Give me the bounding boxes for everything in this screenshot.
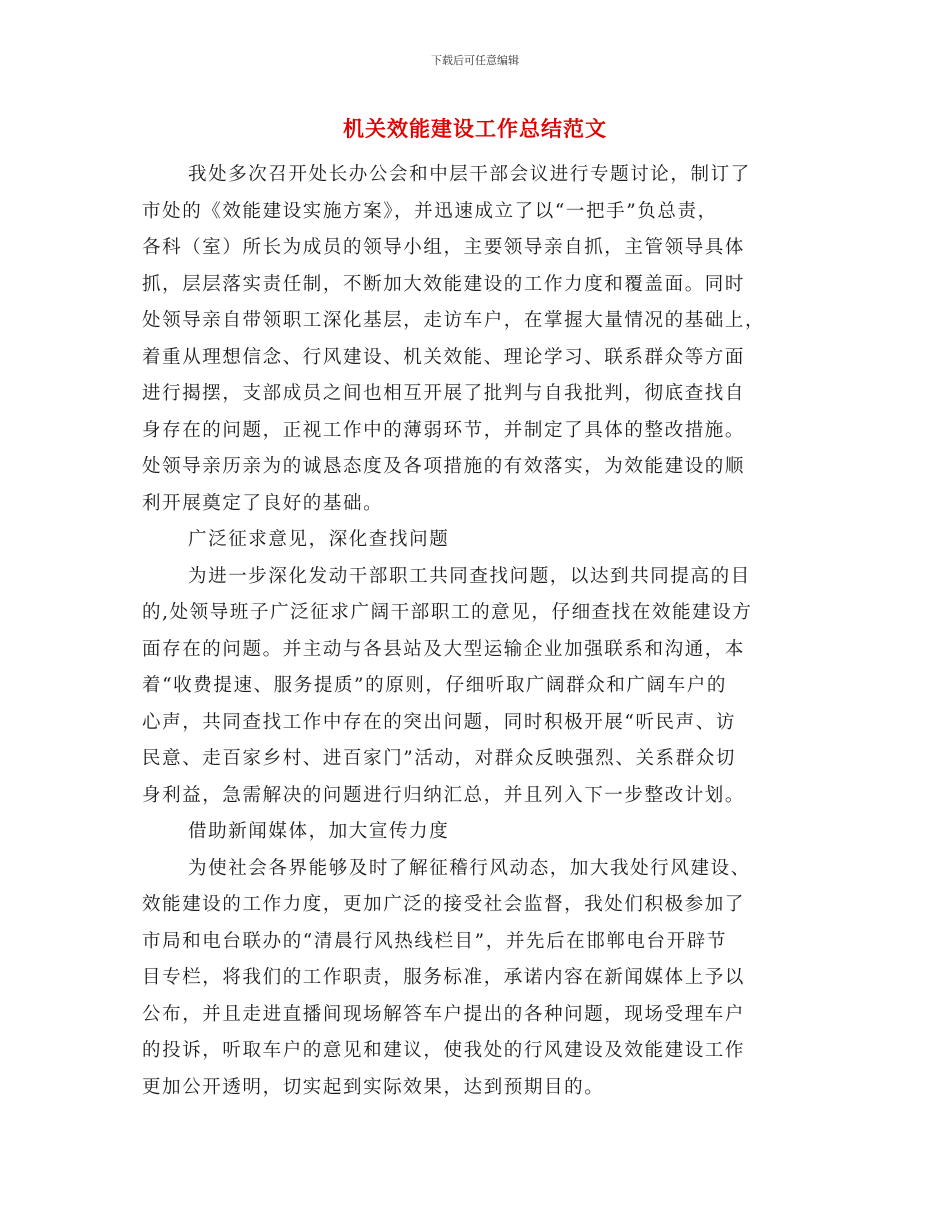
section-heading: 借助新闻媒体，加大宣传力度 (188, 821, 450, 842)
body-line: 处领导亲历亲为的诚恳态度及各项措施的有效落实，为效能建设的顺 (142, 456, 746, 477)
body-line: 民意、走百家乡村、进百家门”活动，对群众反映强烈、关系群众切 (142, 748, 736, 769)
body-line: 着重从理想信念、行风建设、机关效能、理论学习、联系群众等方面 (142, 346, 746, 368)
body-line: 处领导亲自带领职工深化基层，走访车户，在掌握大量情况的基础上， (142, 310, 766, 331)
document-title: 机关效能建设工作总结范文 (343, 117, 607, 141)
body-line: 更加公开透明，切实起到实际效果，达到预期目的。 (142, 1076, 605, 1098)
body-line: 身利益，急需解决的问题进行归纳汇总，并且列入下一步整改计划。 (142, 784, 746, 806)
body-line: 抓，层层落实责任制，不断加大效能建设的工作力度和覆盖面。同时 (142, 273, 746, 295)
body-line: 着“收费提速、服务提质”的原则，仔细听取广阔群众和广阔车户的 (142, 675, 727, 696)
body-line: 公布，并且走进直播间现场解答车户提出的各种问题，现场受理车户 (142, 1003, 746, 1025)
body-line: 效能建设的工作力度，更加广泛的接受社会监督，我处们积极参加了 (142, 894, 746, 915)
body-line: 进行揭摆，支部成员之间也相互开展了批判与自我批判，彻底查找自 (142, 383, 746, 404)
body-line: 为使社会各界能够及时了解征稽行风动态，加大我处行风建设、 (188, 857, 751, 879)
section-heading: 广泛征求意见，深化查找问题 (188, 529, 450, 550)
body-line: 利开展奠定了良好的基础。 (142, 492, 384, 514)
document-body (142, 157, 802, 1106)
page-header-note: 下载后可任意编辑 (431, 54, 519, 67)
body-line: 的投诉，听取车户的意见和建议，使我处的行风建设及效能建设工作 (142, 1040, 746, 1061)
body-line: 心声，共同查找工作中存在的突出问题，同时积极开展“听民声、访 (142, 711, 736, 733)
body-line: 市局和电台联办的“清晨行风热线栏目”，并先后在邯郸电台开辟节 (142, 930, 727, 952)
body-line: 的,处领导班子广泛征求广阔干部职工的意见，仔细查找在效能建设方 (142, 602, 753, 623)
body-line: 面存在的问题。并主动与各县站及大型运输企业加强联系和沟通，本 (142, 638, 746, 660)
body-line: 为进一步深化发动干部职工共同查找问题，以达到共同提高的目 (188, 565, 751, 587)
body-line: 目专栏，将我们的工作职责，服务标准，承诺内容在新闻媒体上予以 (142, 967, 746, 988)
body-line: 我处多次召开处长办公会和中层干部会议进行专题讨论，制订了 (188, 164, 751, 185)
body-line: 各科（室）所长为成员的领导小组，主要领导亲自抓，主管领导具体 (142, 237, 746, 258)
body-line: 市处的《效能建设实施方案》，并迅速成立了以“一把手”负总责， (142, 200, 718, 222)
body-line: 身存在的问题，正视工作中的薄弱环节，并制定了具体的整改措施。 (142, 419, 746, 441)
